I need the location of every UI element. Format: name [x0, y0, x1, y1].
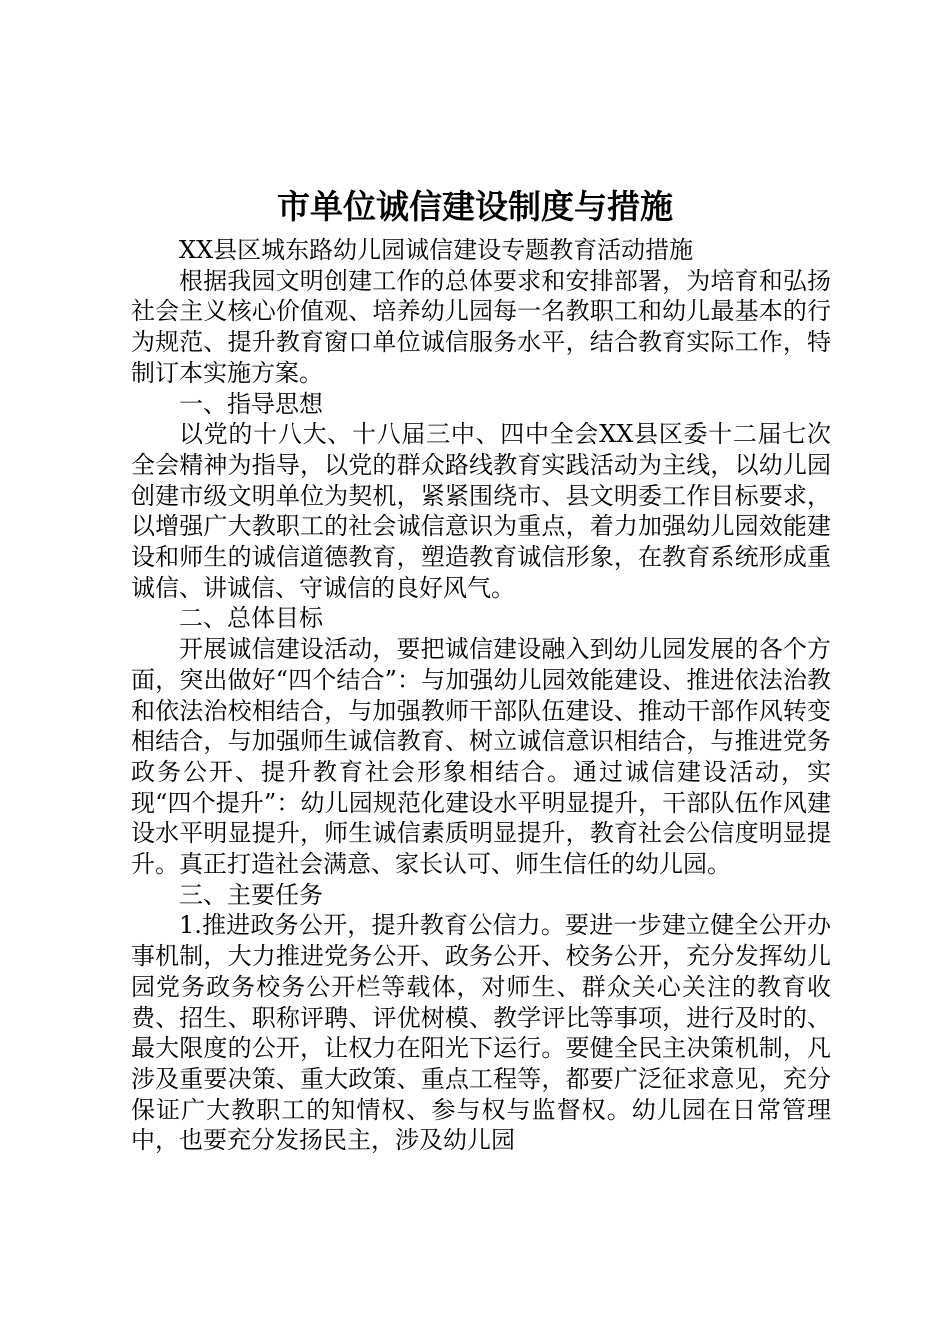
section-heading-main-tasks: 三、主要任务 — [179, 880, 323, 909]
section-heading-guiding-ideology: 一、指导思想 — [179, 389, 323, 418]
paragraph-task-1: 1.推进政务公开，提升教育公信力。要进一步建立健全公开办事机制，大力推进党务公开、政务公开、校务公开，充分发挥幼儿园党务政务校务公开栏等载体，对师生、群众关心关注的教育收费、招生、职称评聘、评优树模、教学评比等事项，进行及时的、最大限度的公开，让权力在阳光下运行。要健全民主决策机制，凡涉及重要决策、重大政策、重点工程等，都要广泛征求意见，充分保证广大教职工的知情权、参与权与监督权。幼儿园在日常管理中，也要充分发扬民主，涉及幼儿园 — [131, 911, 831, 1155]
paragraph-intro: 根据我园文明创建工作的总体要求和安排部署，为培育和弘扬社会主义核心价值观、培养幼儿园每一名教职工和幼儿最基本的行为规范、提升教育窗口单位诚信服务水平，结合教育实际工作，特制订本实施方案。 — [131, 266, 831, 387]
paragraph-overall-goal: 开展诚信建设活动，要把诚信建设融入到幼儿园发展的各个方面，突出做好“四个结合”：与加强幼儿园效能建设、推进依法治教和依法治校相结合，与加强教师干部队伍建设、推动干部作风转变相结合，与加强师生诚信教育、树立诚信意识相结合，与推进党务政务公开、提升教育社会形象相结合。通过诚信建设活动，实现“四个提升”：幼儿园规范化建设水平明显提升，干部队伍作风建设水平明显提升，师生诚信素质明显提升，教育社会公信度明显提升。真正打造社会满意、家长认可、师生信任的幼儿园。 — [131, 635, 831, 879]
paragraph-guiding-ideology: 以党的十八大、十八届三中、四中全会XX县区委十二届七次全会精神为指导，以党的群众路线教育实践活动为主线，以幼儿园创建市级文明单位为契机，紧紧围绕市、县文明委工作目标要求，以增强广大教职工的社会诚信意识为重点，着力加强幼儿园效能建设和师生的诚信道德教育，塑造教育诚信形象，在教育系统形成重诚信、讲诚信、守诚信的良好风气。 — [131, 420, 831, 602]
document-title: 市单位诚信建设制度与措施 — [277, 187, 673, 226]
section-heading-overall-goal: 二、总体目标 — [179, 604, 323, 633]
document-body — [131, 235, 831, 1156]
paragraph-subtitle: XX县区城东路幼儿园诚信建设专题教育活动措施 — [179, 236, 694, 264]
